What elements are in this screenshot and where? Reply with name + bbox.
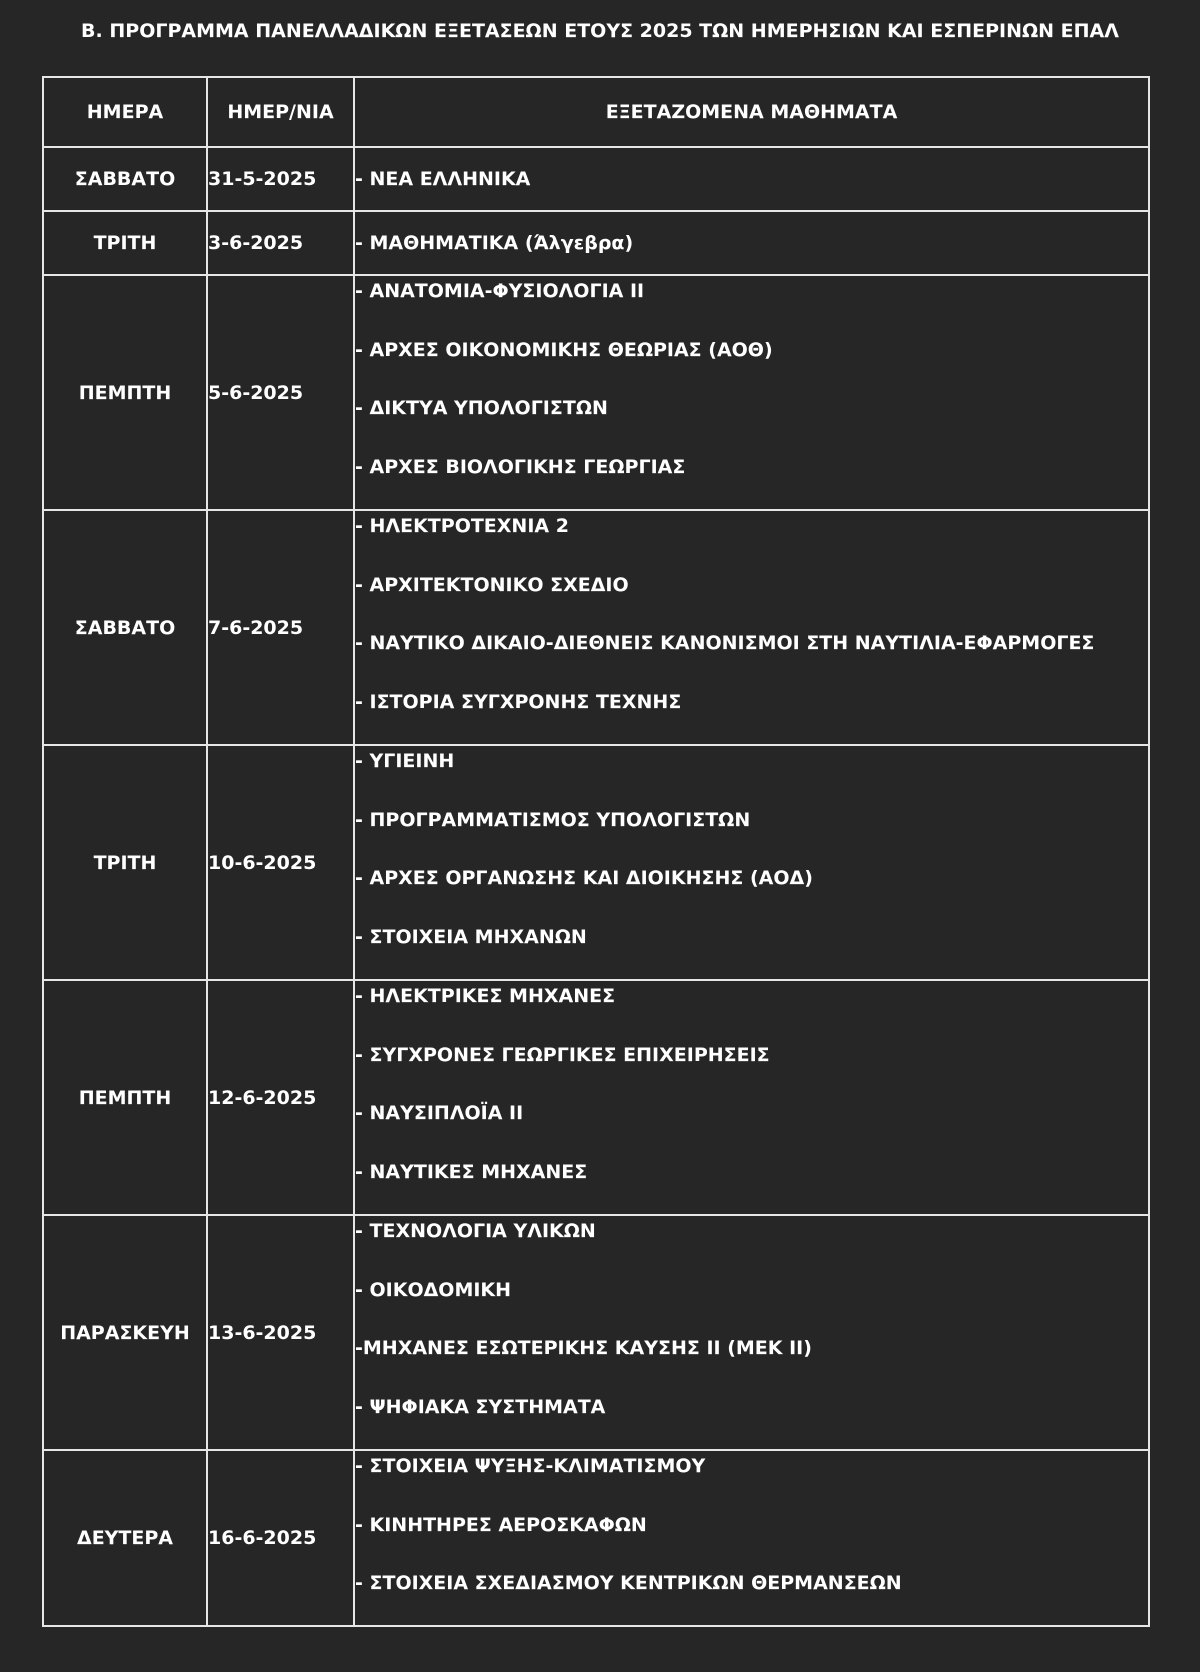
subjects-cell: [354, 1215, 1149, 1450]
date-cell: 3-6-2025: [207, 211, 354, 275]
subject-item: - ΝΕΑ ΕΛΛΗΝΙΚΑ: [355, 168, 531, 190]
subject-item: - ΜΑΘΗΜΑΤΙΚΑ (Άλγεβρα): [355, 232, 634, 254]
day-cell: ΣΑΒΒΑΤΟ: [43, 147, 207, 211]
subjects-cell: [354, 1450, 1149, 1626]
table-row: [43, 275, 1149, 510]
subject-item: - ΣΤΟΙΧΕΙΑ ΨΥΞΗΣ-ΚΛΙΜΑΤΙΣΜΟΥ: [355, 1455, 706, 1477]
subject-item: - ΑΡΧΕΣ ΟΡΓΑΝΩΣΗΣ ΚΑΙ ΔΙΟΙΚΗΣΗΣ (ΑΟΔ): [355, 867, 813, 889]
subject-item: - ΠΡΟΓΡΑΜΜΑΤΙΣΜΟΣ ΥΠΟΛΟΓΙΣΤΩΝ: [355, 808, 751, 831]
subject-item: - ΑΡΧΙΤΕΚΤΟΝΙΚΟ ΣΧΕΔΙΟ: [355, 573, 629, 596]
subject-item: - ΔΙΚΤΥΑ ΥΠΟΛΟΓΙΣΤΩΝ: [355, 397, 608, 419]
table-header-row: [43, 77, 1149, 147]
subject-item: - ΣΥΓΧΡΟΝΕΣ ΓΕΩΡΓΙΚΕΣ ΕΠΙΧΕΙΡΗΣΕΙΣ: [355, 1043, 770, 1066]
date-cell: 10-6-2025: [207, 745, 354, 980]
day-cell: ΤΡΙΤΗ: [43, 211, 207, 275]
date-cell: 16-6-2025: [207, 1450, 354, 1626]
table-row: [43, 1450, 1149, 1626]
subjects-cell: [354, 211, 1149, 275]
subjects-cell: [354, 745, 1149, 980]
date-cell: 31-5-2025: [207, 147, 354, 211]
day-cell: ΠΕΜΠΤΗ: [43, 275, 207, 510]
table-row: [43, 745, 1149, 980]
date-cell: 5-6-2025: [207, 275, 354, 510]
subject-item: - ΗΛΕΚΤΡΙΚΕΣ ΜΗΧΑΝΕΣ: [355, 985, 616, 1007]
document-title: Β. ΠΡΟΓΡΑΜΜΑ ΠΑΝΕΛΛΑΔΙΚΩΝ ΕΞΕΤΑΣΕΩΝ ΕΤΟΥΣ 2025 ΤΩΝ ΗΜΕΡΗΣΙΩΝ ΚΑΙ ΕΣΠΕΡΙΝΩΝ ΕΠΑΛ: [81, 20, 1119, 42]
header-day: ΗΜΕΡΑ: [43, 77, 207, 147]
subjects-cell: [354, 510, 1149, 745]
subject-item: - ΥΓΙΕΙΝΗ: [355, 750, 455, 772]
table-row: [43, 510, 1149, 745]
date-cell: 13-6-2025: [207, 1215, 354, 1450]
day-cell: ΠΑΡΑΣΚΕΥΗ: [43, 1215, 207, 1450]
subject-item: - ΤΕΧΝΟΛΟΓΙΑ ΥΛΙΚΩΝ: [355, 1220, 596, 1242]
subject-item: - ΝΑΥΣΙΠΛΟΪΑ ΙΙ: [355, 1102, 524, 1124]
day-cell: ΔΕΥΤΕΡΑ: [43, 1450, 207, 1626]
day-cell: ΣΑΒΒΑΤΟ: [43, 510, 207, 745]
subject-item: - ΝΑΥΤΙΚΕΣ ΜΗΧΑΝΕΣ: [355, 1160, 588, 1183]
table-row: [43, 147, 1149, 211]
date-cell: 7-6-2025: [207, 510, 354, 745]
subject-item: - ΑΡΧΕΣ ΟΙΚΟΝΟΜΙΚΗΣ ΘΕΩΡΙΑΣ (ΑΟΘ): [355, 338, 773, 361]
subject-item: - ΟΙΚΟΔΟΜΙΚΗ: [355, 1278, 512, 1301]
subjects-cell: [354, 147, 1149, 211]
table-row: [43, 1215, 1149, 1450]
header-subjects: ΕΞΕΤΑΖΟΜΕΝΑ ΜΑΘΗΜΑΤΑ: [354, 77, 1149, 147]
subjects-cell: [354, 980, 1149, 1215]
subject-item: - ΨΗΦΙΑΚΑ ΣΥΣΤΗΜΑΤΑ: [355, 1395, 606, 1418]
subject-item: - ΣΤΟΙΧΕΙΑ ΜΗΧΑΝΩΝ: [355, 925, 587, 948]
day-cell: ΤΡΙΤΗ: [43, 745, 207, 980]
subject-item: - ΚΙΝΗΤΗΡΕΣ ΑΕΡΟΣΚΑΦΩΝ: [355, 1513, 647, 1536]
subject-item: -ΜΗΧΑΝΕΣ ΕΣΩΤΕΡΙΚΗΣ ΚΑΥΣΗΣ ΙΙ (ΜΕΚ ΙΙ): [355, 1337, 812, 1359]
subject-item: - ΗΛΕΚΤΡΟΤΕΧΝΙΑ 2: [355, 515, 569, 537]
subjects-cell: [354, 275, 1149, 510]
day-cell: ΠΕΜΠΤΗ: [43, 980, 207, 1215]
exam-schedule-table: [42, 76, 1150, 1627]
header-date: ΗΜΕΡ/ΝΙΑ: [207, 77, 354, 147]
subject-item: - ΑΝΑΤΟΜΙΑ-ΦΥΣΙΟΛΟΓΙΑ ΙΙ: [355, 280, 645, 302]
subject-item: - ΙΣΤΟΡΙΑ ΣΥΓΧΡΟΝΗΣ ΤΕΧΝΗΣ: [355, 690, 682, 713]
subject-item: - ΑΡΧΕΣ ΒΙΟΛΟΓΙΚΗΣ ΓΕΩΡΓΙΑΣ: [355, 455, 686, 478]
table-row: [43, 980, 1149, 1215]
table-row: [43, 211, 1149, 275]
subject-item: - ΝΑΥΤΙΚΟ ΔΙΚΑΙΟ-ΔΙΕΘΝΕΙΣ ΚΑΝΟΝΙΣΜΟΙ ΣΤΗ ΝΑΥΤΙΛΙΑ-ΕΦΑΡΜΟΓΕΣ: [355, 632, 1095, 654]
subject-item: - ΣΤΟΙΧΕΙΑ ΣΧΕΔΙΑΣΜΟΥ ΚΕΝΤΡΙΚΩΝ ΘΕΡΜΑΝΣΕΩΝ: [355, 1572, 902, 1594]
date-cell: 12-6-2025: [207, 980, 354, 1215]
